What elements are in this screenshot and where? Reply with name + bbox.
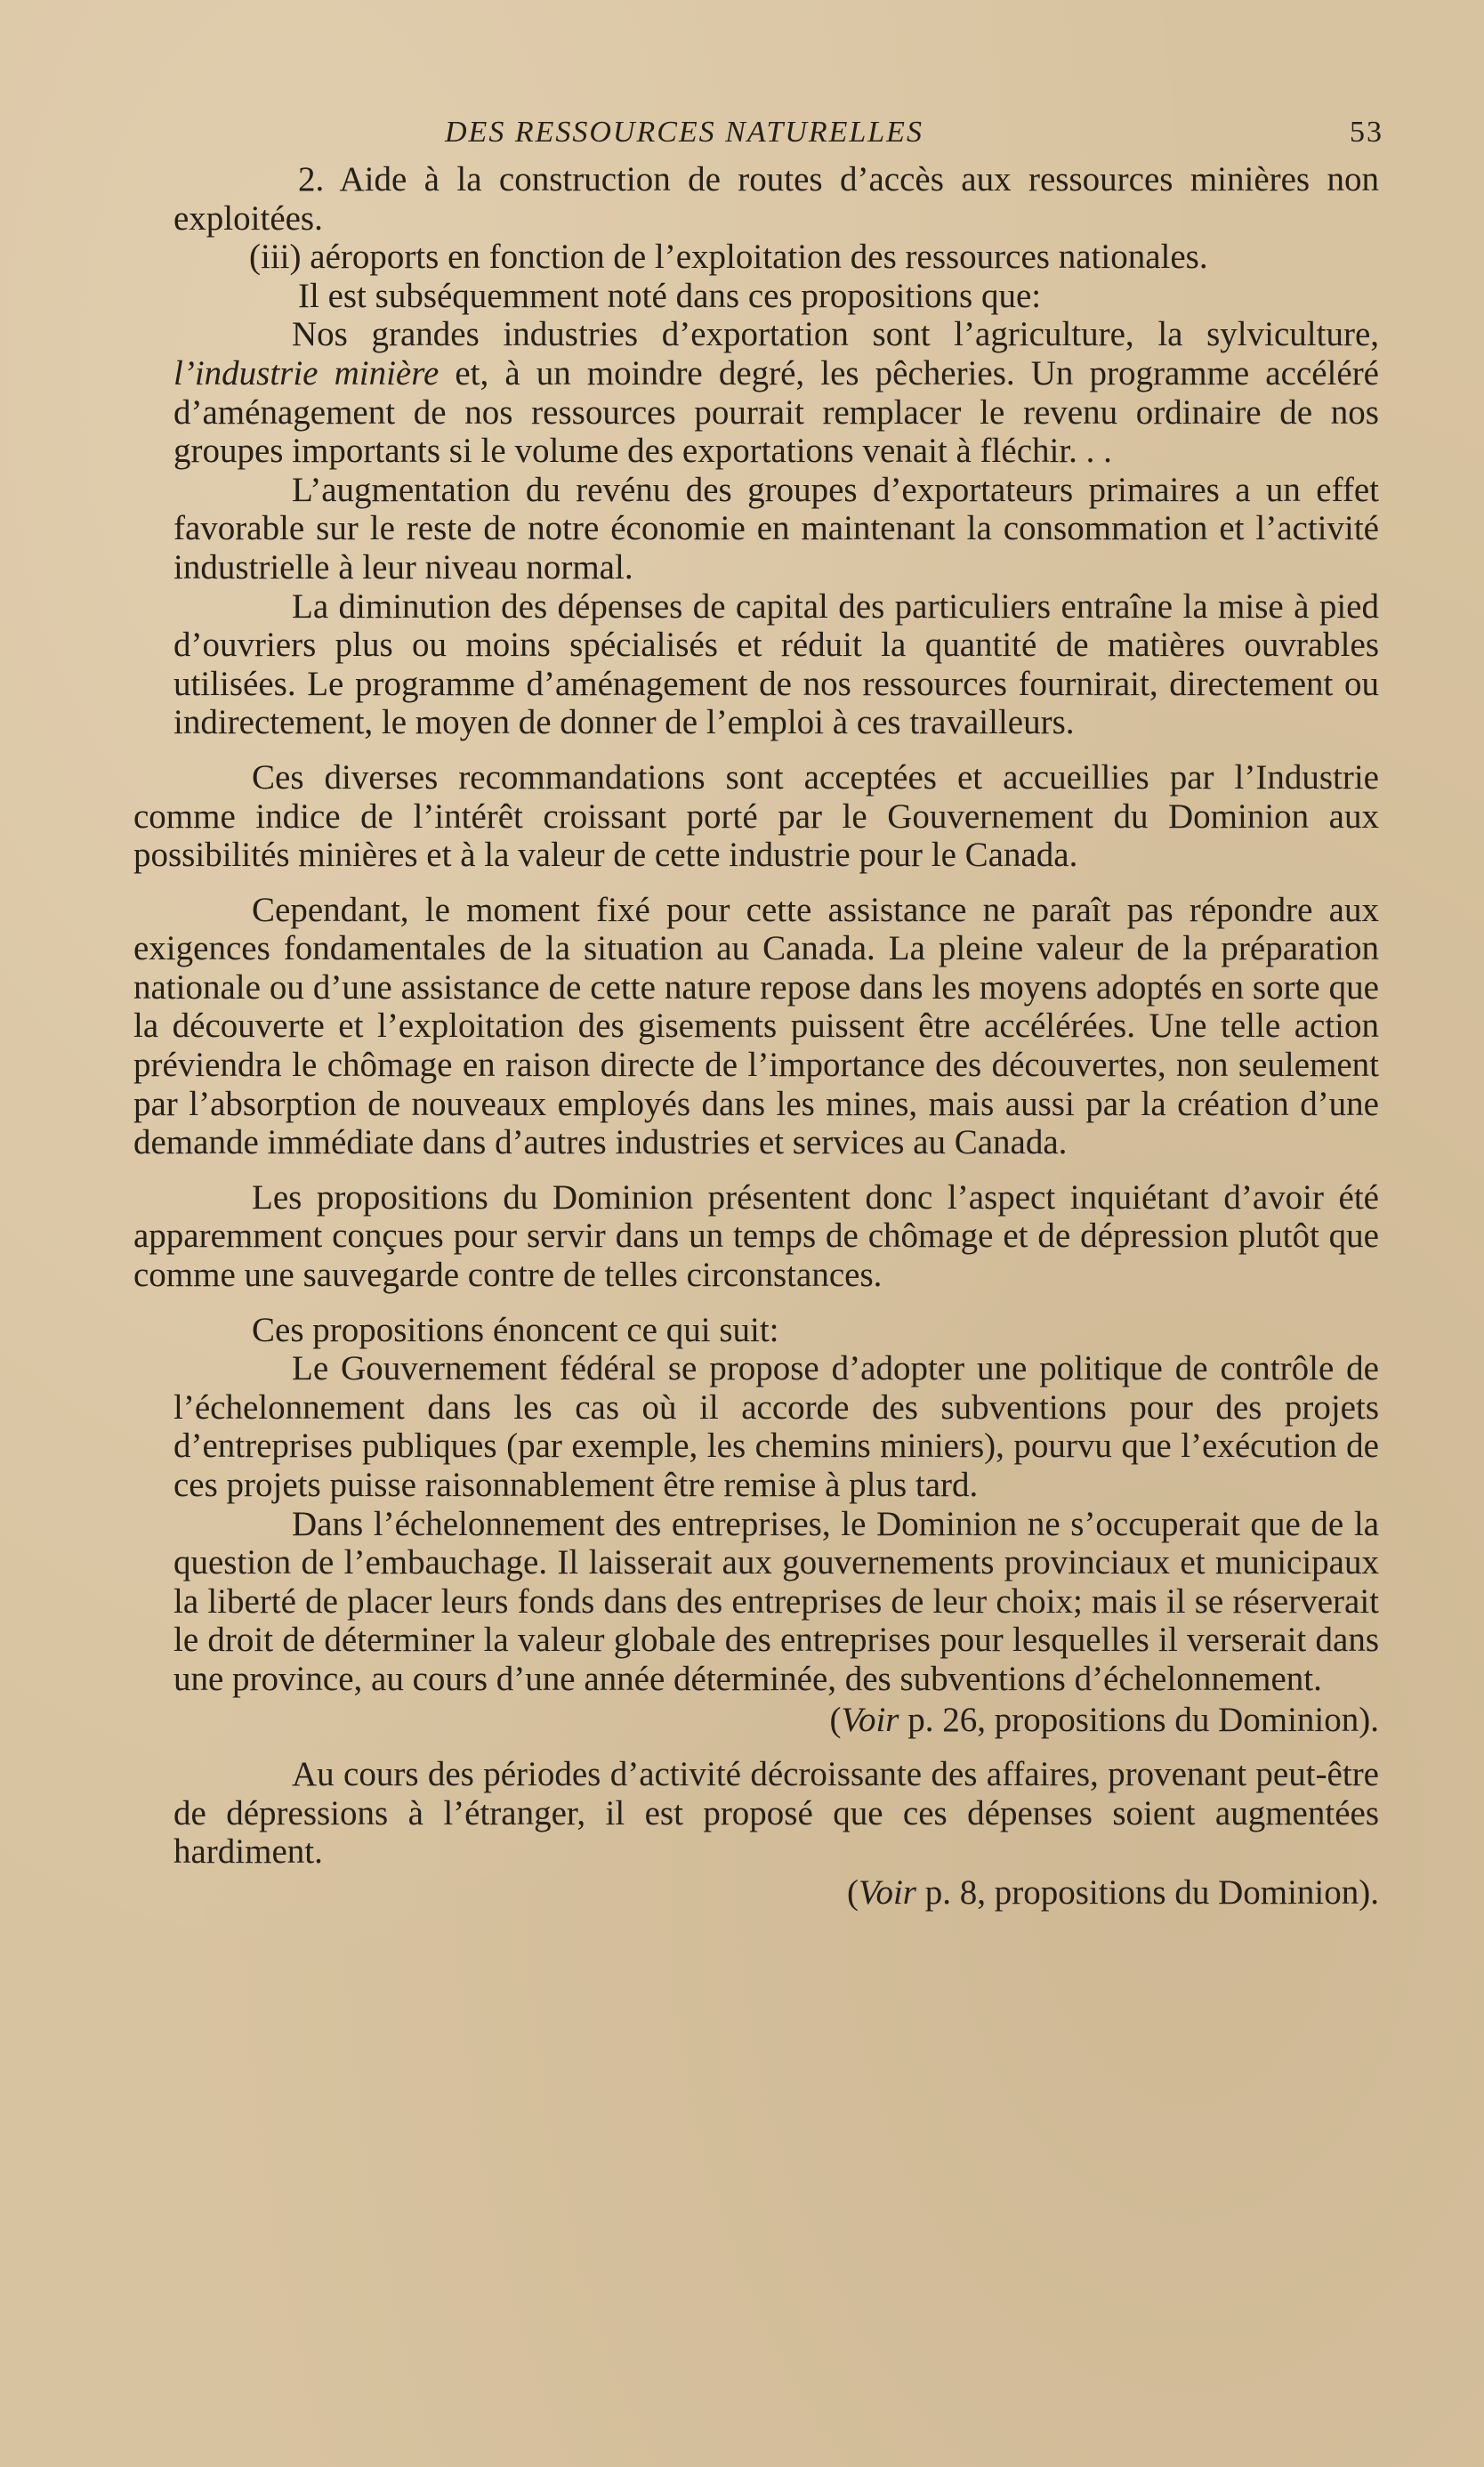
paragraph-revenue-increase: L’augmentation du revénu des groupes d’exportateurs primaires a un effet favorable sur le reste de notre économie en maintenant la consommation et l’activité industrielle à leur niveau normal. [173, 470, 1379, 586]
paragraph-recommendations: Ces diverses recommandations sont acceptées et accueillies par l’Industrie comme indice de l’intérêt croissant porté par le Gouvernement du Dominion aux possibilités minières et à la valeur de cette industrie pour le Canada. [133, 757, 1379, 875]
running-title: DES RESSOURCES NATURELLES [445, 116, 923, 149]
paragraph-capital-decrease: La diminution des dépenses de capital des particuliers entraîne la mise à pied d’ouvriers plus ou moins spécialisés et réduit la quantité de matières ouvrables utilisées. Le programme d’aménagement de nos ressources fournirait, directement ou indirectement, le moyen de donner de l’emploi à ces travailleurs. [173, 586, 1379, 742]
document-page [133, 107, 1383, 1913]
text-body [133, 160, 1379, 1913]
export-text-emphasis: l’industrie minière [173, 353, 440, 392]
paragraph-however: Cependant, le moment fixé pour cette assistance ne paraît pas répondre aux exigences fondamentales de la situation au Canada. La pleine valeur de la préparation nationale ou d’une assistance de cette nature repose dans les moyens adoptés en sorte que la découverte et l’exploitation des gisements puissent être accélérées. Une telle action préviendra le chômage en raison directe de l’importance des découvertes, non seulement par l’absorption de nouveaux employés dans les mines, mais aussi par la création d’une demande immédiate dans d’autres industries et services au Canada. [133, 890, 1379, 1162]
citation-open-paren: ( [846, 1872, 859, 1912]
citation-voir: Voir [841, 1700, 899, 1739]
paragraph-airports: (iii) aéroports en fonction de l’exploitation des ressources nationales. [249, 238, 1208, 277]
citation-open-paren: ( [829, 1700, 842, 1739]
paragraph-staggering: Dans l’échelonnement des entreprises, le Dominion ne s’occuperait que de la question de l’embauchage. Il laisserait aux gouvernements provinciaux et municipaux la liberté de placer leurs fonds dans des entreprises de leur choix; mais il se réserverait le droit de déterminer la valeur globale des entreprises pour lesquelles il verserait dans une province, au cours d’une année déterminée, des subventions d’échelonnement. [173, 1504, 1379, 1698]
paragraph-declining-activity: Au cours des périodes d’activité décroissante des affaires, provenant peut-être de dépressions à l’étranger, il est proposé que ces dépenses soient augmentées hardiment. [173, 1755, 1379, 1872]
citation-page-8 [133, 1873, 1379, 1913]
citation-page-26 [133, 1701, 1379, 1740]
citation-text: p. 8, propositions du Dominion). [915, 1872, 1379, 1912]
citation-text: p. 26, propositions du Dominion). [899, 1700, 1379, 1739]
citation-voir: Voir [858, 1872, 916, 1912]
paragraph-export-industries [173, 315, 1379, 470]
page-header [133, 107, 1383, 160]
paragraph-noted: Il est subséquemment noté dans ces propositions que: [298, 276, 1042, 315]
paragraph-dominion-proposals: Les propositions du Dominion présentent donc l’aspect inquiétant d’avoir été apparemment conçues pour servir dans un temps de chômage et de dépression plutôt que comme une sauvegarde contre de telles circonstances. [133, 1177, 1379, 1295]
export-text-end: et, à un moindre degré, les pêcheries. Un programme accéléré d’aménagement de nos ressources pourrait remplacer le revenu ordinaire de nos groupes importants si le volume des exportations venait à fléchir. . . [173, 353, 1379, 471]
paragraph-federal-government: Le Gouvernement fédéral se propose d’adopter une politique de contrôle de l’échelonnement dans les cas où il accorde des subventions pour des projets d’entreprises publiques (par exemple, les chemins miniers), pourvu que l’exécution de ces projets puisse raisonnablement être remise à plus tard. [173, 1349, 1379, 1504]
paragraph-aid-roads: 2. Aide à la construction de routes d’accès aux ressources minières non exploitées. [173, 160, 1379, 238]
export-text-start: Nos grandes industries d’exportation sont l’agriculture, la sylviculture, [292, 315, 1379, 354]
paragraph-proposals-state: Ces propositions énoncent ce qui suit: [252, 1310, 779, 1349]
page-number: 53 [1350, 116, 1383, 149]
